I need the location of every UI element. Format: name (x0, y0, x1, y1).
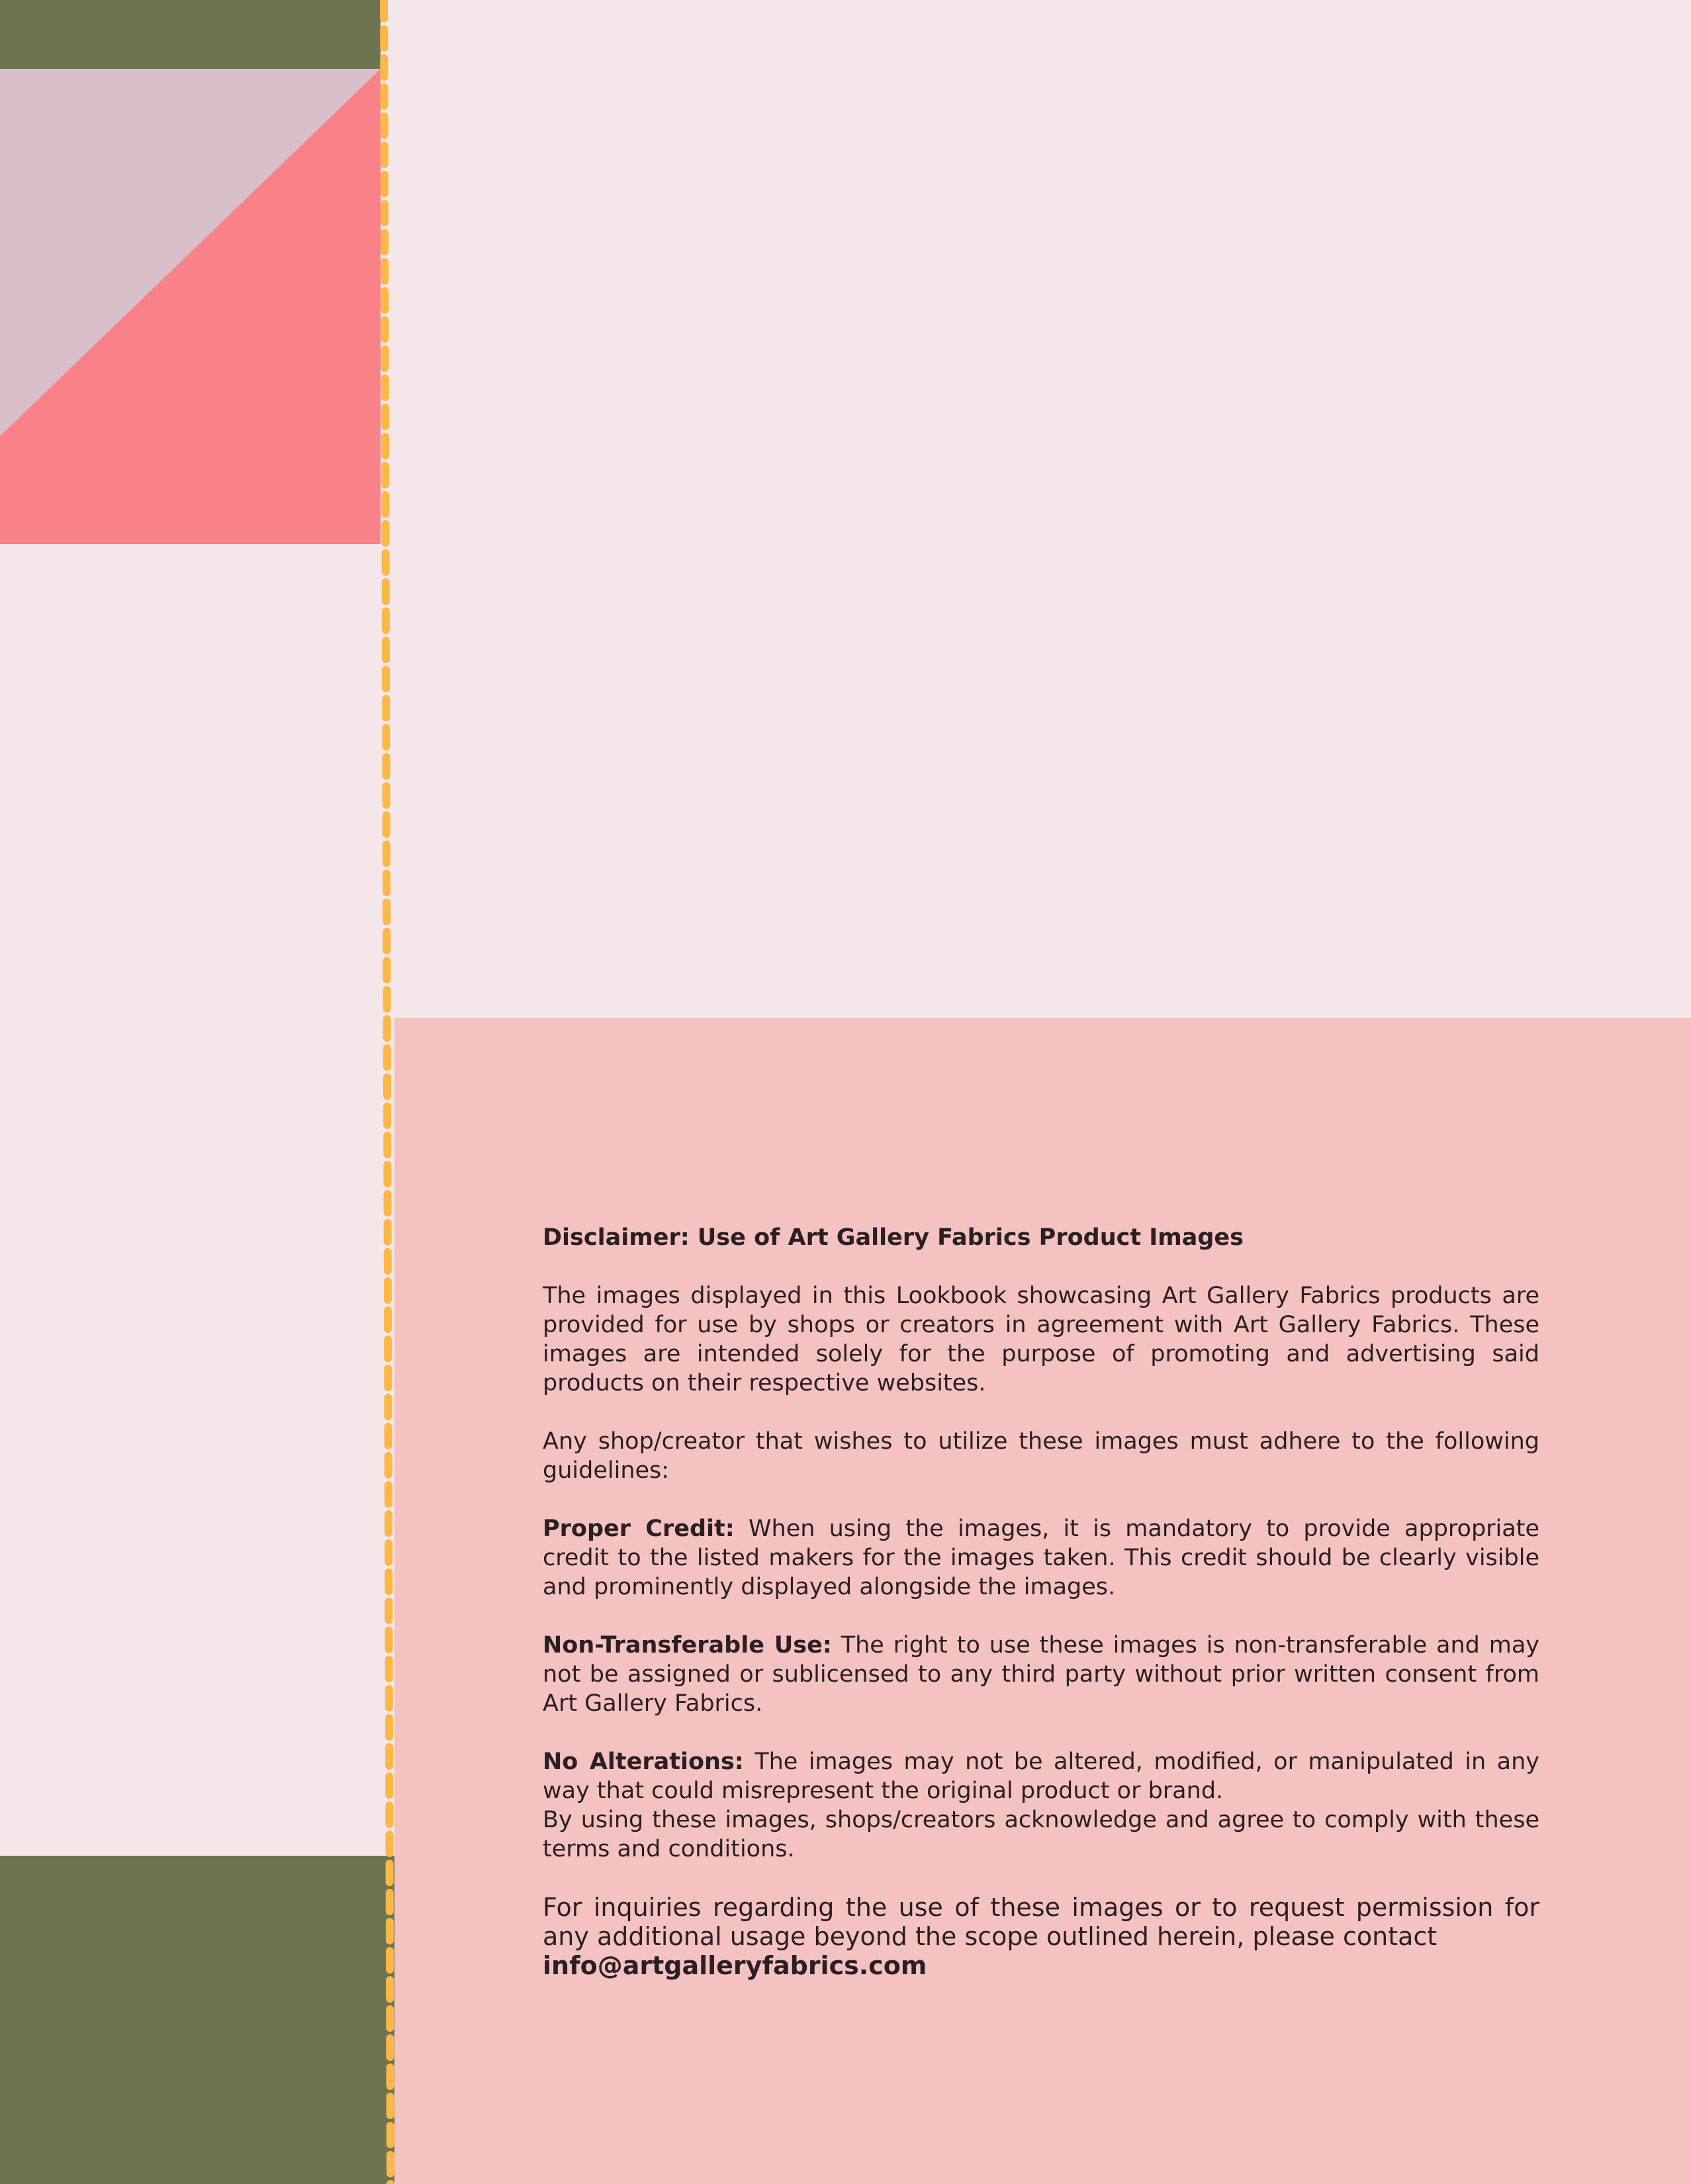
non-transferable-text: The right to use these images is non-transferable and may not be assigned or sublicensed to any third party without prior written consent from Art Gallery Fabrics. (543, 1632, 1539, 1717)
olive-strip-bottom (0, 1856, 394, 2184)
contact-paragraph (543, 1893, 1539, 1980)
non-transferable-paragraph (543, 1631, 1539, 1718)
disclaimer-intro: The images displayed in this Lookbook showcasing Art Gallery Fabrics products are provided for use by shops or creators in agreement with Art Gallery Fabrics. These images are intended solely for the purpose of promoting and advertising said products on their respective websites. (543, 1283, 1539, 1396)
yellow-stitch-line (371, 0, 404, 2184)
proper-credit-paragraph (543, 1514, 1539, 1602)
triangle-fabric-panel (0, 69, 381, 544)
no-alterations-text: The images may not be altered, modified, or manipulated in any way that could misrepresent the original product or brand. (543, 1749, 1539, 1804)
proper-credit-label: Proper Credit: (543, 1516, 735, 1542)
agreement-paragraph: By using these images, shops/creators acknowledge and agree to comply with these terms and conditions. (543, 1807, 1539, 1862)
proper-credit-text: When using the images, it is mandatory to provide appropriate credit to the listed makers for the images taken. This credit should be clearly visible and prominently displayed alongside the images. (543, 1516, 1539, 1600)
white-fabric-panel-right (392, 0, 1691, 1018)
olive-strip-top (0, 0, 381, 69)
white-fabric-panel-left (0, 544, 392, 1856)
contact-email: info@artgalleryfabrics.com (543, 1951, 927, 1980)
no-alterations-paragraph (543, 1747, 1539, 1805)
guidelines-intro: Any shop/creator that wishes to utilize these images must adhere to the following guidelines: (543, 1428, 1539, 1484)
no-alterations-label: No Alterations: (543, 1749, 744, 1775)
disclaimer-text-block (543, 1223, 1539, 2009)
contact-text: For inquiries regarding the use of these images or to request permission for any additional usage beyond the scope outlined herein, please contact (543, 1893, 1539, 1951)
non-transferable-label: Non-Transferable Use: (543, 1632, 832, 1659)
disclaimer-title: Disclaimer: Use of Art Gallery Fabrics Product Images (543, 1224, 1244, 1251)
